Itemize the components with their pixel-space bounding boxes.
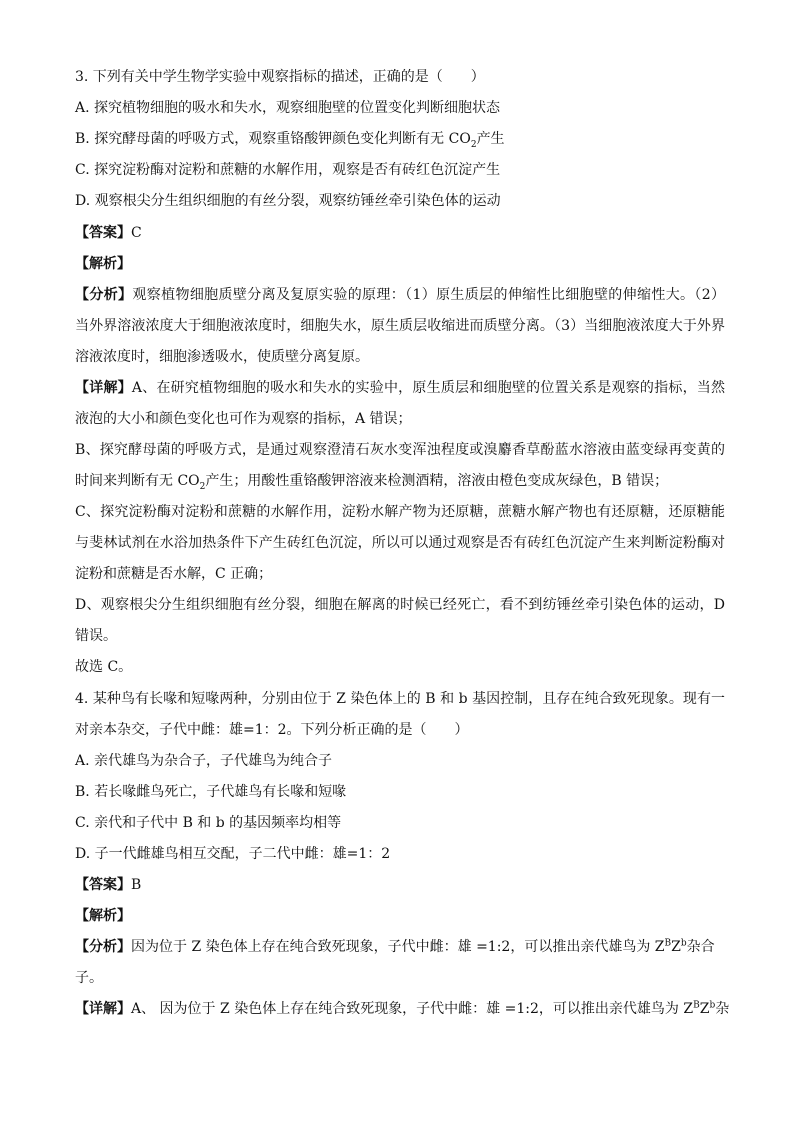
q4-fenxi-line-1: 【分析】因为位于 Z 染色体上存在纯合致死现象，子代中雌：雄 =1:2，可以推出亲代雄鸟为 $Z^BZ^b$杂合 bbox=[75, 938, 715, 955]
q4-stem-line-1: 4. 某种鸟有长喙和短喙两种，分别由位于 Z 染色体上的 B 和 b 基因控制，且存在纯合致死现象。现有一 bbox=[75, 691, 725, 707]
q3-fenxi-line-3: 溶液浓度时，细胞渗透吸水，使质壁分离复原。 bbox=[75, 349, 369, 365]
q4-fenxi-line-2: 子。 bbox=[75, 970, 103, 986]
q3-fenxi-line-1: 【分析】观察植物细胞质壁分离及复原实验的原理：（1）原生质层的伸缩性比细胞壁的伸缩性大。（2） bbox=[75, 287, 726, 303]
q4-stem-line-2: 对亲本杂交，子代中雌：雄=1：2。下列分析正确的是（ ） bbox=[75, 722, 469, 738]
q3-answer: 【答案】C bbox=[75, 225, 142, 241]
q3-xiangjie-d-line-2: 错误。 bbox=[75, 628, 117, 644]
q4-option-d: D. 子一代雌雄鸟相互交配，子二代中雌：雄=1：2 bbox=[75, 846, 391, 862]
q4-xiangjie-line-1: 【详解】A、 因为位于 Z 染色体上存在纯合致死现象，子代中雌：雄 =1:2，可以推出亲代雄鸟为 $Z^BZ^b$杂 bbox=[75, 1000, 730, 1017]
q3-xiangjie-a-line-2: 液泡的大小和颜色变化也可作为观察的指标，A 错误； bbox=[75, 411, 412, 427]
q3-conclusion: 故选 C。 bbox=[75, 659, 133, 675]
q3-option-d: D. 观察根尖分生组织细胞的有丝分裂，观察纺锤丝牵引染色体的运动 bbox=[75, 193, 501, 209]
q3-option-a: A. 探究植物细胞的吸水和失水，观察细胞壁的位置变化判断细胞状态 bbox=[75, 100, 501, 116]
q3-stem: 3. 下列有关中学生物学实验中观察指标的描述，正确的是（ ） bbox=[75, 69, 485, 85]
q3-xiangjie-b-line-2: 时间来判断有无 $CO_2$产生；用酸性重铬酸钾溶液来检测酒精，溶液由橙色变成灰绿色，B 错误； bbox=[75, 473, 669, 492]
q3-option-c: C. 探究淀粉酶对淀粉和蔗糖的水解作用，观察是否有砖红色沉淀产生 bbox=[75, 162, 501, 178]
q4-option-b: B. 若长喙雌鸟死亡，子代雄鸟有长喙和短喙 bbox=[75, 784, 347, 800]
q3-xiangjie-c-line-2: 与斐林试剂在水浴加热条件下产生砖红色沉淀，所以可以通过观察是否有砖红色沉淀产生来判断淀粉酶对 bbox=[75, 535, 725, 551]
q3-xiangjie-c-line-3: 淀粉和蔗糖是否水解，C 正确； bbox=[75, 566, 273, 582]
q3-analysis-label: 【解析】 bbox=[75, 256, 131, 272]
q3-xiangjie-c-line-1: C、探究淀粉酶对淀粉和蔗糖的水解作用，淀粉水解产物为还原糖，蔗糖水解产物也有还原糖，还原糖能 bbox=[75, 504, 725, 520]
q3-xiangjie-b-line-1: B、探究酵母菌的呼吸方式，是通过观察澄清石灰水变浑浊程度或溴麝香草酚蓝水溶液由蓝变绿再变黄的 bbox=[75, 442, 725, 458]
q4-option-c: C. 亲代和子代中 B 和 b 的基因频率均相等 bbox=[75, 815, 342, 831]
q4-answer: 【答案】B bbox=[75, 877, 142, 893]
q4-analysis-label: 【解析】 bbox=[75, 908, 131, 924]
q3-fenxi-line-2: 当外界溶液浓度大于细胞液浓度时，细胞失水，原生质层收缩进而质壁分离。（3）当细胞液浓度大于外界 bbox=[75, 318, 725, 334]
q4-option-a: A. 亲代雄鸟为杂合子，子代雄鸟为纯合子 bbox=[75, 753, 333, 769]
q3-xiangjie-a-line-1: 【详解】A、在研究植物细胞的吸水和失水的实验中，原生质层和细胞壁的位置关系是观察的指标，当然 bbox=[75, 380, 726, 396]
q3-xiangjie-d-line-1: D、观察根尖分生组织细胞有丝分裂，细胞在解离的时候已经死亡，看不到纺锤丝牵引染色体的运动，D bbox=[75, 597, 725, 613]
q3-option-b: B. 探究酵母菌的呼吸方式，观察重铬酸钾颜色变化判断有无 $CO_2$产生 bbox=[75, 131, 505, 150]
